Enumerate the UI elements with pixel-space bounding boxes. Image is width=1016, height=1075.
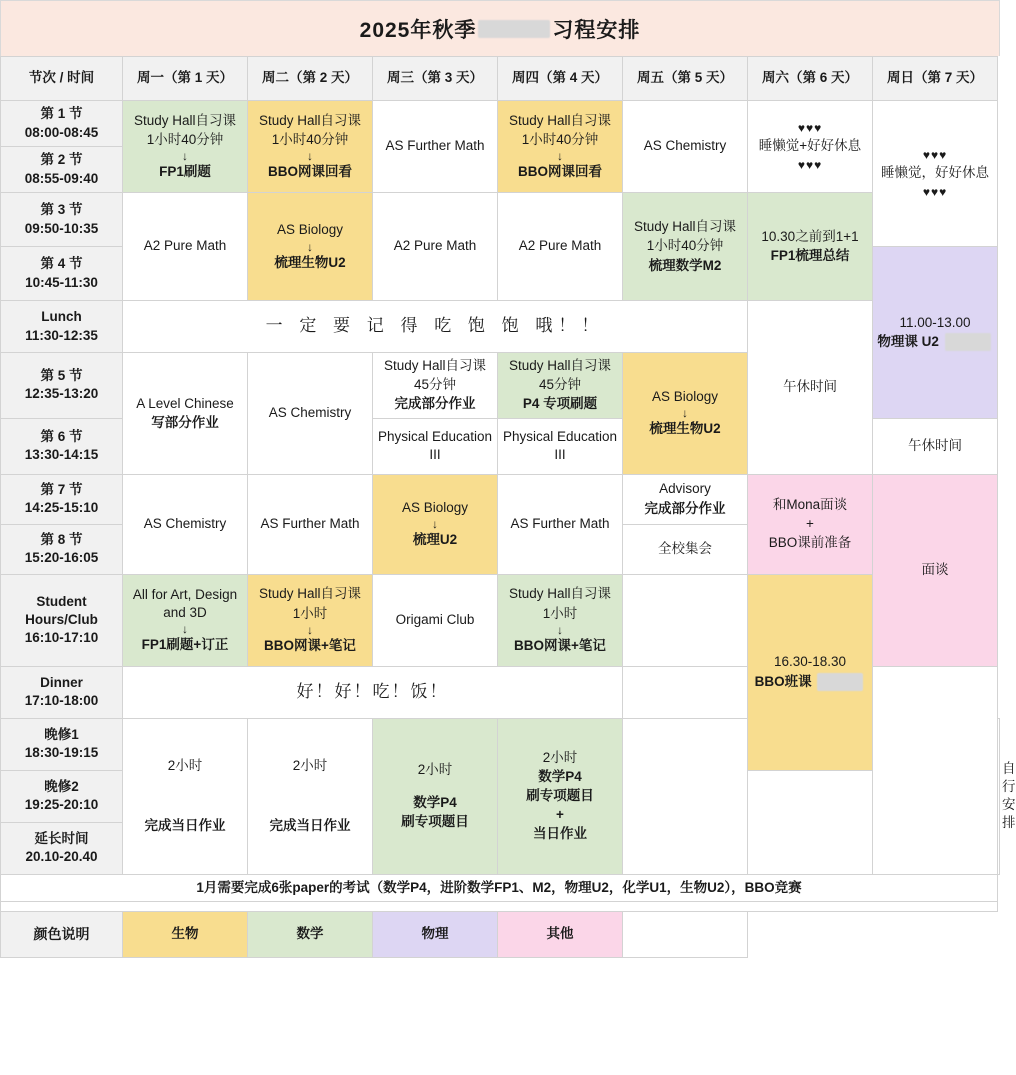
- period-label: Student Hours/Club: [25, 593, 98, 628]
- rowhead-p3: [1, 193, 123, 247]
- heart-icon: ♥♥♥: [797, 157, 823, 172]
- arrow-glyph: ↓: [682, 406, 688, 421]
- cell-line: FP1刷题: [159, 164, 211, 180]
- cell-line: BBO课前准备: [768, 535, 852, 551]
- cell-line: 梳理生物U2: [274, 254, 346, 270]
- header-day-mon: 周一（第 1 天）: [123, 57, 248, 101]
- cell-line: Study Hall自习课: [133, 112, 237, 128]
- table-row: [1, 193, 1000, 247]
- cell-thu-evening: [498, 718, 623, 874]
- cell-dinner-note: [123, 666, 623, 718]
- cell-line: 1小时40分钟: [521, 131, 599, 147]
- rowhead-p7: [1, 474, 123, 524]
- spacer-row: [1, 901, 1000, 911]
- period-time: 09:50-10:35: [24, 220, 99, 236]
- header-day-fri: 周五（第 5 天）: [623, 57, 748, 101]
- cell-line: 2小时: [417, 761, 453, 777]
- cell-line: BBO网课回看: [518, 164, 602, 180]
- redacted-block: [817, 673, 863, 691]
- cell-mon-p5p6: [123, 353, 248, 475]
- cell-line: 梳理U2: [412, 532, 458, 548]
- cell-fri-p3p4: [623, 193, 748, 301]
- cell-mon-evening: [123, 718, 248, 874]
- cell-sun-meeting: 面谈: [873, 474, 998, 666]
- period-label: 晚修1: [44, 726, 79, 742]
- cell-line: AS Biology: [651, 389, 719, 405]
- cell-tue-p3p4: [248, 193, 373, 301]
- period-label: 第 6 节: [40, 428, 83, 444]
- period-time: 17:10-18:00: [24, 693, 99, 709]
- arrow-glyph: ↓: [307, 239, 313, 254]
- legend-empty-2: [748, 911, 873, 957]
- header-time-col: 节次 / 时间: [1, 57, 123, 101]
- title-suffix: 习程安排: [552, 18, 641, 42]
- cell-sat-bbo: [748, 574, 873, 770]
- header-day-sat: 周六（第 6 天）: [748, 57, 873, 101]
- period-time: 14:25-15:10: [24, 500, 99, 516]
- cell-line: 刷专项题目: [401, 814, 469, 830]
- period-label: 第 2 节: [40, 152, 83, 168]
- cell-line: AS Biology: [276, 222, 344, 238]
- cell-fri-club: [623, 574, 748, 666]
- header-day-tue: 周二（第 2 天）: [248, 57, 373, 101]
- period-time: 12:35-13:20: [24, 386, 99, 402]
- cell-line: +: [806, 516, 814, 532]
- cell-wed-p5: [373, 353, 498, 419]
- cell-line: [877, 333, 992, 351]
- arrow-glyph: ↓: [182, 149, 188, 164]
- cell-tue-evening: [248, 718, 373, 874]
- cell-wed-p6: Physical Education III: [373, 418, 498, 474]
- legend-empty-1: [623, 911, 748, 957]
- cell-line: 好！好！吃！饭！: [296, 681, 449, 701]
- cell-line: 2小时: [542, 749, 578, 765]
- title-prefix: 2025年秋季: [359, 18, 477, 42]
- table-header-row: [1, 57, 1000, 101]
- cell-wed-evening: [373, 718, 498, 874]
- header-day-sun: 周日（第 7 天）: [873, 57, 998, 101]
- table-row: [1, 301, 1000, 353]
- cell-thu-p6: Physical Education III: [498, 418, 623, 474]
- cell-mon-p7p8: AS Chemistry: [123, 474, 248, 574]
- period-label: 第 5 节: [40, 368, 83, 384]
- cell-line: 16.30-18.30: [773, 654, 847, 670]
- cell-line: 1小时: [542, 605, 578, 621]
- cell-wed-p3p4: A2 Pure Math: [373, 193, 498, 301]
- cell-tue-p7p8: AS Further Math: [248, 474, 373, 574]
- period-time: 10:45-11:30: [25, 274, 98, 290]
- heart-icon: ♥♥♥: [922, 184, 948, 199]
- cell-line: 睡懒觉+好好休息: [758, 138, 862, 154]
- cell-line: 完成部分作业: [644, 500, 726, 516]
- period-label: Dinner: [40, 674, 83, 690]
- legend-label: 颜色说明: [1, 911, 123, 957]
- cell-line: Advisory: [659, 481, 711, 497]
- cell-mon-club: [123, 574, 248, 666]
- cell-line: 一 定 要 记 得 吃 饱 饱 哦！！: [265, 316, 605, 336]
- cell-line: 2小时: [292, 758, 328, 774]
- cell-line: 写部分作业: [151, 414, 219, 430]
- schedule-table: [0, 56, 1016, 958]
- cell-line: 11.00-13.00: [899, 314, 971, 330]
- cell-fri-p1p2: AS Chemistry: [623, 101, 748, 193]
- cell-fri-dinner: [623, 666, 748, 718]
- cell-thu-club: [498, 574, 623, 666]
- legend-item-other: 其他: [498, 911, 623, 957]
- cell-line: FP1梳理总结: [770, 248, 850, 263]
- cell-line: Study Hall自习课: [508, 112, 612, 128]
- cell-sat-p3p4: [748, 193, 873, 301]
- rowhead-club: [1, 574, 123, 666]
- period-time: 19:25-20:10: [24, 797, 99, 813]
- cell-line: AS Biology: [401, 499, 469, 515]
- rowhead-p8: [1, 524, 123, 574]
- cell-line: 睡懒觉，好好休息: [881, 165, 989, 181]
- cell-line: Study Hall自习课: [383, 358, 487, 373]
- heart-icon: ♥♥♥: [797, 121, 823, 136]
- period-label: 第 7 节: [40, 481, 83, 497]
- cell-line: Study Hall自习课: [508, 586, 612, 602]
- period-label: 第 8 节: [40, 531, 83, 547]
- rowhead-dinner: [1, 666, 123, 718]
- table-row: [1, 574, 1000, 666]
- period-label: 晚修2: [44, 778, 79, 794]
- cell-line: 1小时40分钟: [271, 131, 349, 147]
- cell-line: Study Hall自习课: [258, 586, 362, 602]
- cell-sun-evening: [873, 666, 998, 874]
- rowhead-e1: [1, 718, 123, 770]
- cell-text: 物理课 U2: [877, 333, 939, 349]
- legend-empty-3: [873, 911, 998, 957]
- arrow-glyph: ↓: [557, 149, 563, 164]
- period-time: 18:30-19:15: [24, 745, 99, 761]
- page-title: [0, 0, 1000, 56]
- cell-line: 数学P4: [413, 795, 457, 811]
- heart-icon: ♥♥♥: [922, 148, 948, 163]
- cell-line: 完成当日作业: [269, 817, 351, 833]
- period-time: 13:30-14:15: [24, 447, 99, 463]
- table-row: [1, 101, 1000, 147]
- cell-tue-club: [248, 574, 373, 666]
- cell-line: 完成当日作业: [144, 817, 226, 833]
- cell-sat-p7p8: [748, 474, 873, 574]
- cell-fri-p5p6: [623, 353, 748, 475]
- period-label: 第 4 节: [40, 256, 83, 272]
- cell-line: P4 专项刷题: [522, 396, 598, 412]
- cell-line: Study Hall自习课: [508, 358, 612, 373]
- cell-line: [755, 673, 866, 691]
- rowhead-p5: [1, 353, 123, 419]
- legend-item-biology: 生物: [123, 911, 248, 957]
- header-day-thu: 周四（第 4 天）: [498, 57, 623, 101]
- rowhead-p1: [1, 101, 123, 147]
- cell-line: 1小时40分钟: [146, 131, 224, 147]
- spacer-cell: [1, 901, 998, 911]
- cell-line: 1小时40分钟: [646, 238, 724, 254]
- legend-item-physics: 物理: [373, 911, 498, 957]
- period-label: 第 1 节: [40, 106, 83, 122]
- cell-line: Study Hall自习课: [258, 112, 362, 128]
- cell-line: 1小时: [292, 605, 328, 621]
- period-label: 延长时间: [34, 830, 89, 846]
- arrow-glyph: ↓: [557, 622, 563, 637]
- cell-line: 梳理生物U2: [649, 421, 721, 437]
- cell-thu-p1p2: [498, 101, 623, 193]
- rowhead-lunch: [1, 301, 123, 353]
- rowhead-e2: [1, 770, 123, 822]
- arrow-glyph: ↓: [307, 149, 313, 164]
- cell-tue-p5p6: AS Chemistry: [248, 353, 373, 475]
- cell-mon-p1p2: [123, 101, 248, 193]
- legend-row: [1, 911, 1000, 957]
- cell-line: BBO网课+笔记: [264, 637, 356, 653]
- cell-mon-p3p4: A2 Pure Math: [123, 193, 248, 301]
- arrow-glyph: ↓: [432, 517, 438, 532]
- legend-item-math: 数学: [248, 911, 373, 957]
- cell-sat-evening: 自行安排: [998, 718, 1000, 874]
- cell-line: A Level Chinese: [136, 395, 234, 411]
- arrow-glyph: ↓: [307, 622, 313, 637]
- footer-note: 1月需要完成6张paper的考试（数学P4，进阶数学FP1、M2，物理U2，化学U1，生物U2），BBO竞赛: [1, 874, 998, 901]
- rowhead-p6: [1, 418, 123, 474]
- cell-tue-p1p2: [248, 101, 373, 193]
- cell-sun-physics: [873, 247, 998, 419]
- period-time: 08:00-08:45: [24, 124, 99, 140]
- cell-line: 当日作业: [533, 826, 587, 842]
- cell-line: 45分钟: [413, 377, 457, 393]
- cell-line: 完成部分作业: [394, 396, 476, 412]
- period-time: 16:10-17:10: [24, 630, 99, 646]
- period-label: Lunch: [41, 309, 82, 325]
- cell-wed-club: Origami Club: [373, 574, 498, 666]
- cell-line: 数学P4: [538, 768, 582, 784]
- period-time: 11:30-12:35: [25, 327, 98, 343]
- cell-thu-p7p8: AS Further Math: [498, 474, 623, 574]
- cell-sun-noon: 午休时间: [873, 418, 998, 474]
- rowhead-p2: [1, 147, 123, 193]
- cell-wed-p1p2: AS Further Math: [373, 101, 498, 193]
- table-row: [1, 474, 1000, 524]
- cell-line: 梳理数学M2: [648, 257, 722, 273]
- header-day-wed: 周三（第 3 天）: [373, 57, 498, 101]
- cell-line: All for Art, Design and 3D: [132, 586, 238, 621]
- cell-sat-p1p2: [748, 101, 873, 193]
- cell-line: 刷专项题目: [526, 788, 594, 804]
- cell-line: BBO网课回看: [268, 164, 352, 180]
- arrow-glyph: ↓: [182, 622, 188, 637]
- period-time: 15:20-16:05: [24, 550, 99, 566]
- rowhead-e3: [1, 822, 123, 874]
- cell-fri-evening: [623, 718, 748, 874]
- redacted-block: [945, 333, 991, 351]
- cell-sat-noon: 午休时间: [748, 301, 873, 475]
- cell-sun-morning: [873, 101, 998, 247]
- cell-fri-p7: [623, 474, 748, 524]
- period-time: 08:55-09:40: [24, 170, 99, 186]
- cell-thu-p5: [498, 353, 623, 419]
- footer-note-row: [1, 874, 1000, 901]
- cell-text: BBO班课: [754, 673, 812, 689]
- cell-lunch-note: [123, 301, 748, 353]
- cell-line: FP1刷题+订正: [141, 637, 229, 653]
- period-label: 第 3 节: [40, 202, 83, 218]
- cell-line: 2小时: [167, 758, 203, 774]
- redacted-block: [478, 20, 550, 38]
- cell-fri-p8: 全校集会: [623, 524, 748, 574]
- cell-line: 和Mona面谈: [772, 496, 848, 512]
- cell-thu-p3p4: A2 Pure Math: [498, 193, 623, 301]
- cell-wed-p7p8: [373, 474, 498, 574]
- cell-line: +: [556, 807, 564, 823]
- period-time: 20.10-20.40: [25, 849, 98, 865]
- rowhead-p4: [1, 247, 123, 301]
- cell-line: BBO网课+笔记: [514, 637, 606, 653]
- cell-line: 10.30之前到1+1: [761, 228, 859, 244]
- cell-line: Study Hall自习课: [633, 219, 737, 235]
- cell-line: 45分钟: [538, 377, 582, 393]
